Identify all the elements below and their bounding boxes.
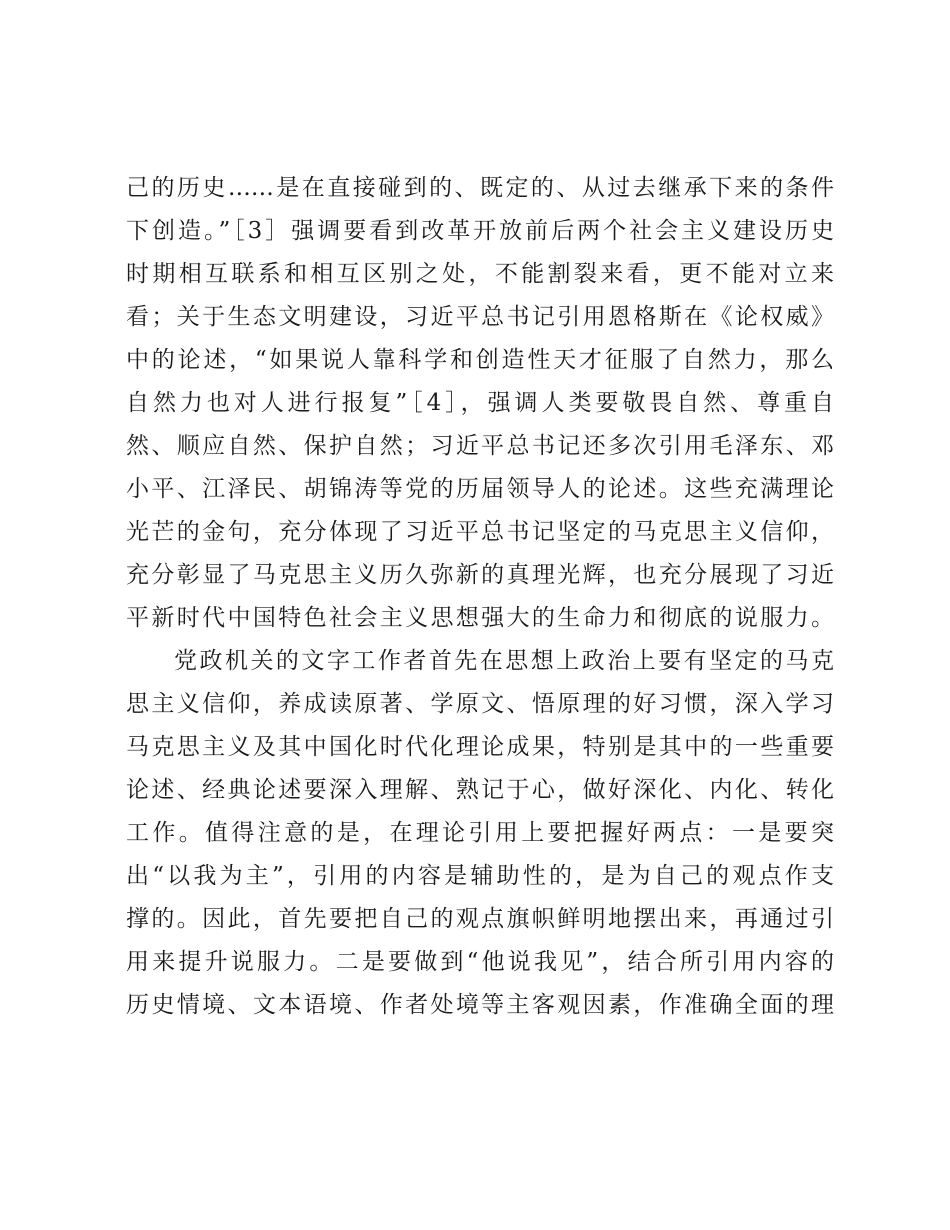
paragraph-1-line-8: 小平、江泽民、胡锦涛等党的历届领导人的论述。这些充满理论 (126, 476, 834, 502)
paragraph-1-line-1: 己的历史……是在直接碰到的、既定的、从过去继承下来的条件 (126, 175, 834, 201)
paragraph-1-line-2: 下创造。”［3］强调要看到改革开放前后两个社会主义建设历史 (126, 218, 834, 244)
paragraph-1-line-9: 光芒的金句，充分体现了习近平总书记坚定的马克思主义信仰， (126, 519, 834, 545)
paragraph-2-line-8: 用来提升说服力。二是要做到“他说我见”，结合所引用内容的 (126, 949, 834, 975)
paragraph-2-line-1: 党政机关的文字工作者首先在思想上政治上要有坚定的马克 (174, 648, 834, 674)
paragraph-1-line-7: 然、顺应自然、保护自然；习近平总书记还多次引用毛泽东、邓 (126, 433, 834, 459)
paragraph-1-line-10: 充分彰显了马克思主义历久弥新的真理光辉，也充分展现了习近 (126, 562, 834, 588)
paragraph-2-line-5: 工作。值得注意的是，在理论引用上要把握好两点：一是要突 (126, 820, 834, 846)
paragraph-2-line-7: 撑的。因此，首先要把自己的观点旗帜鲜明地摆出来，再通过引 (126, 906, 834, 932)
paragraph-1-line-3: 时期相互联系和相互区别之处，不能割裂来看，更不能对立来 (126, 261, 834, 287)
paragraph-1-line-6: 自然力也对人进行报复”［4］，强调人类要敬畏自然、尊重自 (126, 390, 834, 416)
paragraph-2-line-9: 历史情境、文本语境、作者处境等主客观因素，作准确全面的理 (126, 992, 834, 1018)
paragraph-2-line-6: 出“以我为主”，引用的内容是辅助性的，是为自己的观点作支 (126, 863, 834, 889)
paragraph-1-line-5: 中的论述，“如果说人靠科学和创造性天才征服了自然力，那么 (126, 347, 834, 373)
paragraph-1-line-4: 看；关于生态文明建设，习近平总书记引用恩格斯在《论权威》 (126, 304, 834, 330)
paragraph-2-line-2: 思主义信仰，养成读原著、学原文、悟原理的好习惯，深入学习 (126, 691, 834, 717)
paragraph-2-line-4: 论述、经典论述要深入理解、熟记于心，做好深化、内化、转化 (126, 777, 834, 803)
paragraph-1-line-11: 平新时代中国特色社会主义思想强大的生命力和彻底的说服力。 (126, 605, 834, 631)
paragraph-2-line-3: 马克思主义及其中国化时代化理论成果，特别是其中的一些重要 (126, 734, 834, 760)
